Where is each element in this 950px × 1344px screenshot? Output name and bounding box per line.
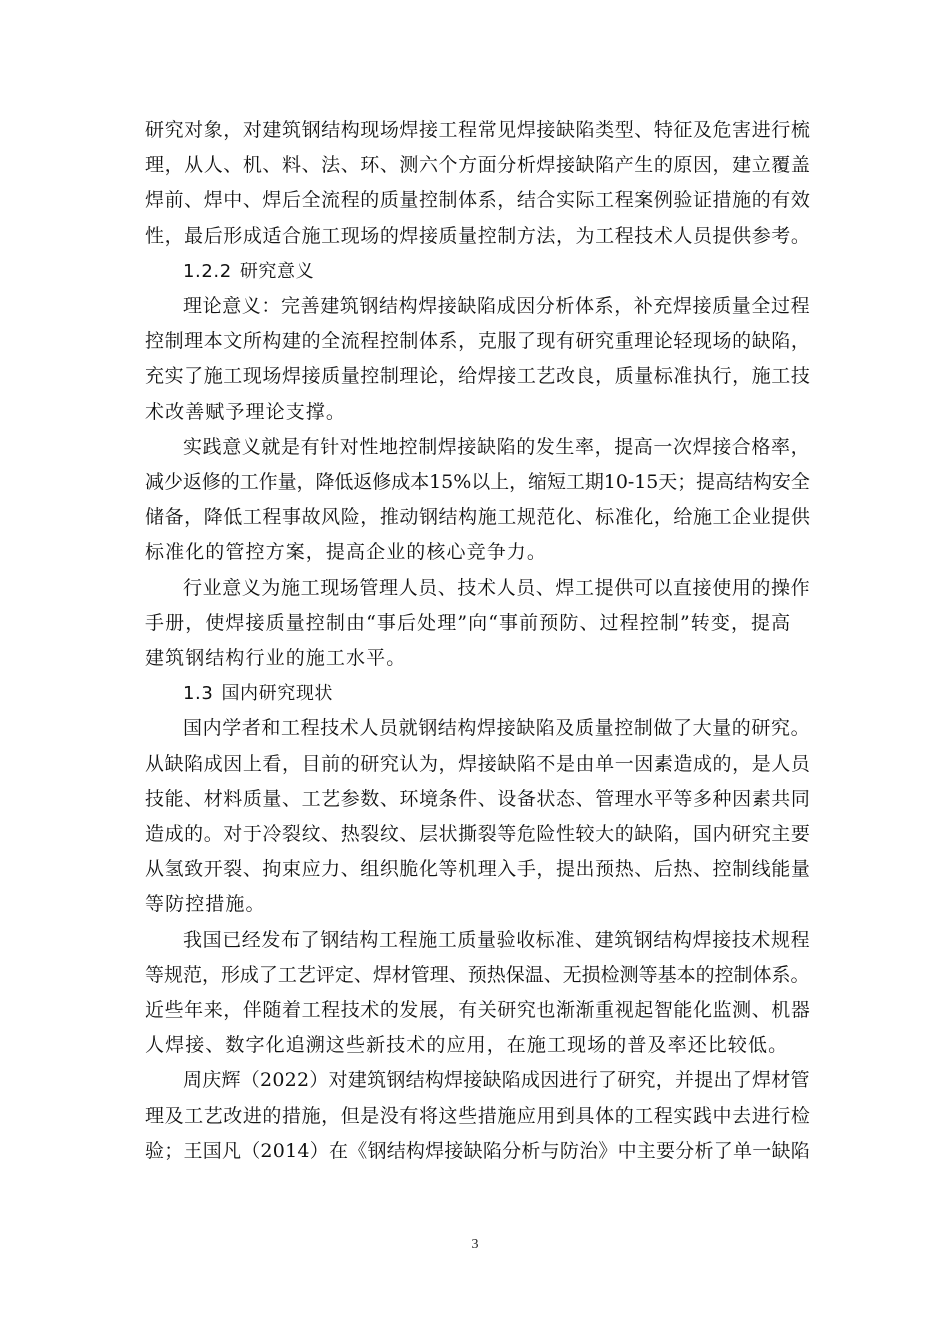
paragraph-domestic-research-2 xyxy=(145,923,810,1064)
text-line: 理论意义：完善建筑钢结构焊接缺陷成因分析体系，补充焊接质量全过程 xyxy=(183,295,811,318)
section-number: 1.3 xyxy=(183,683,214,705)
text-line: 焊前、焊中、焊后全流程的质量控制体系，结合实际工程案例验证措施的有效 xyxy=(145,189,811,212)
text-line: 等防控措施。 xyxy=(145,893,266,916)
text-line: 从氢致开裂、拘束应力、组织脆化等机理入手，提出预热、后热、控制线能量 xyxy=(145,858,811,881)
text-line: 人焊接、数字化追溯这些新技术的应用，在施工现场的普及率还比较低。 xyxy=(145,1034,789,1057)
text-line: 研究对象，对建筑钢结构现场焊接工程常见焊接缺陷类型、特征及危害进行梳 xyxy=(145,119,811,141)
text-line: 等规范，形成了工艺评定、焊材管理、预热保温、无损检测等基本的控制体系。 xyxy=(145,963,810,986)
paragraph-domestic-research-3 xyxy=(145,1063,810,1169)
text-line: 理及工艺改进的措施，但是没有将这些措施应用到具体的工程实践中去进行检 xyxy=(145,1104,811,1127)
text-line: 储备，降低工程事故风险，推动钢结构施工规范化、标准化，给施工企业提供 xyxy=(145,506,811,529)
text-line: 手册，使焊接质量控制由“事后处理”向“事前预防、过程控制”转变，提高 xyxy=(145,611,792,634)
page-body xyxy=(145,113,810,1169)
section-heading-1-3 xyxy=(145,676,810,711)
text-line: 技能、材料质量、工艺参数、环境条件、设备状态、管理水平等多种因素共同 xyxy=(145,787,811,810)
text-line: 近些年来，伴随着工程技术的发展，有关研究也渐渐重视起智能化监测、机器 xyxy=(145,999,811,1022)
text-line: 我国已经发布了钢结构工程施工质量验收标准、建筑钢结构焊接技术规程 xyxy=(183,928,811,951)
text-line: 从缺陷成因上看，目前的研究认为，焊接缺陷不是由单一因素造成的，是人员 xyxy=(145,752,811,775)
section-heading-1-2-2 xyxy=(145,254,810,289)
section-title: 国内研究现状 xyxy=(221,683,334,705)
section-number: 1.2.2 xyxy=(183,260,232,282)
text-line: 造成的。对于冷裂纹、热裂纹、层状撕裂等危险性较大的缺陷，国内研究主要 xyxy=(145,823,811,846)
paragraph-practice-significance xyxy=(145,430,810,571)
text-line: 控制理本文所构建的全流程控制体系，克服了现有研究重理论轻现场的缺陷， xyxy=(145,330,811,353)
text-line: 减少返修的工作量，降低返修成本15%以上，缩短工期10-15天；提高结构安全 xyxy=(145,471,810,494)
page-number: 3 xyxy=(471,1237,479,1252)
text-line: 验；王国凡（2014）在《钢结构焊接缺陷分析与防治》中主要分析了单一缺陷 xyxy=(145,1139,810,1162)
text-line: 术改善赋予理论支撑。 xyxy=(145,400,347,423)
text-line: 周庆辉（2022）对建筑钢结构焊接缺陷成因进行了研究，并提出了焊材管 xyxy=(183,1069,810,1092)
text-line: 性，最后形成适合施工现场的焊接质量控制方法，为工程技术人员提供参考。 xyxy=(145,224,811,247)
text-line: 国内学者和工程技术人员就钢结构焊接缺陷及质量控制做了大量的研究。 xyxy=(183,717,811,740)
paragraph-theory-significance xyxy=(145,289,810,430)
text-line: 理，从人、机、料、法、环、测六个方面分析焊接缺陷产生的原因，建立覆盖 xyxy=(145,154,811,177)
section-title: 研究意义 xyxy=(239,260,315,282)
text-line: 建筑钢结构行业的施工水平。 xyxy=(145,647,407,670)
text-line: 标准化的管控方案，提高企业的核心竞争力。 xyxy=(145,541,548,564)
text-line: 行业意义为施工现场管理人员、技术人员、焊工提供可以直接使用的操作 xyxy=(183,576,811,599)
paragraph-domestic-research-1 xyxy=(145,711,810,922)
text-line: 实践意义就是有针对性地控制焊接缺陷的发生率，提高一次焊接合格率， xyxy=(183,435,811,458)
text-line: 充实了施工现场焊接质量控制理论，给焊接工艺改良，质量标准执行，施工技 xyxy=(145,365,811,388)
paragraph-research-object xyxy=(145,113,810,254)
paragraph-industry-significance xyxy=(145,571,810,677)
